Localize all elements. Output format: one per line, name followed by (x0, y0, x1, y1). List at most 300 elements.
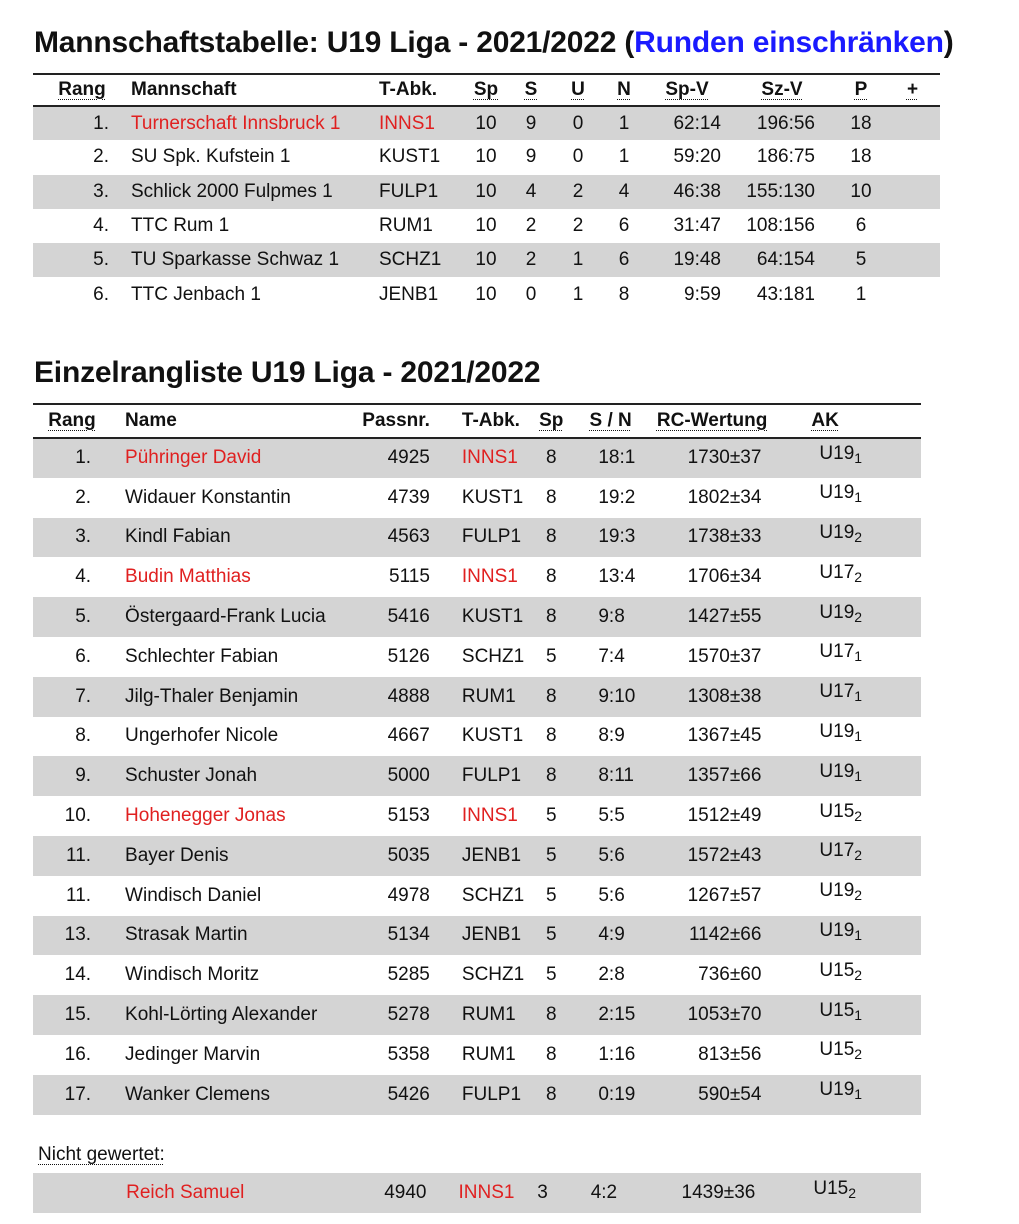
games-played: 5 (545, 844, 557, 866)
rc-rating: 1512±49 (687, 805, 762, 827)
points: 18 (850, 146, 872, 168)
team-abbreviation: JENB1 (379, 283, 439, 305)
header-sp-v[interactable]: Sp-V (665, 79, 709, 100)
age-class-label: U17 (819, 840, 855, 862)
age-class-subscript: 1 (854, 489, 863, 506)
rc-rating: 1572±43 (687, 844, 762, 866)
age-class (781, 1075, 921, 1115)
rank-cell: 4. (93, 215, 109, 237)
age-class (781, 518, 921, 558)
points: 6 (855, 215, 867, 237)
player-name-link[interactable]: Schlechter Fabian (125, 645, 279, 667)
player-row (33, 557, 921, 597)
set-ratio: 43:181 (756, 283, 815, 305)
team-title-suffix: ) (943, 26, 954, 59)
pass-number: 4888 (387, 685, 430, 707)
header-s-n[interactable]: S / N (589, 410, 632, 431)
player-row (33, 916, 921, 956)
single-ranking-title: Einzelrangliste U19 Liga - 2021/2022 (34, 356, 541, 389)
team-abbreviation: SCHZ1 (461, 645, 525, 667)
points: 10 (850, 180, 872, 202)
team-abbreviation: RUM1 (461, 1043, 516, 1065)
games-played: 8 (545, 1043, 557, 1065)
rank-cell: 6. (75, 645, 92, 667)
player-name-link[interactable]: Jilg-Thaler Benjamin (125, 685, 299, 707)
wins-losses: 19:2 (598, 486, 636, 508)
team-abbreviation: KUST1 (461, 725, 524, 747)
team-name-link[interactable]: Schlick 2000 Fulpmes 1 (131, 180, 333, 202)
games-played: 10 (475, 249, 497, 271)
team-name-link[interactable]: TTC Rum 1 (131, 215, 230, 237)
pass-number: 4978 (387, 884, 430, 906)
rc-rating: 1706±34 (687, 566, 762, 588)
limit-rounds-link[interactable]: Runden einschränken (634, 26, 944, 59)
games-played: 8 (545, 566, 557, 588)
plus-cell (885, 140, 940, 174)
player-row (33, 478, 921, 518)
header-u[interactable]: U (571, 79, 585, 100)
losses: 4 (618, 180, 630, 202)
team-name-link[interactable]: TU Sparkasse Schwaz 1 (131, 249, 340, 271)
game-ratio: 9:59 (684, 283, 721, 305)
age-class-subscript: 1 (854, 1006, 863, 1023)
age-class (781, 717, 921, 757)
header-p[interactable]: P (854, 79, 868, 100)
wins-losses: 4:2 (590, 1182, 618, 1203)
player-row (33, 995, 921, 1035)
draws: 1 (572, 283, 584, 305)
age-class-subscript: 1 (854, 1086, 863, 1103)
player-name-link[interactable]: Bayer Denis (125, 844, 229, 866)
pass-number: 5358 (387, 1043, 430, 1065)
player-row (33, 955, 921, 995)
team-row (33, 243, 940, 277)
team-row (33, 209, 940, 243)
team-abbreviation: KUST1 (461, 486, 524, 508)
wins: 4 (525, 180, 537, 202)
team-abbreviation: SCHZ1 (461, 884, 525, 906)
draws: 2 (572, 215, 584, 237)
age-class-label: U19 (819, 760, 855, 782)
player-name-link[interactable]: Reich Samuel (126, 1182, 245, 1203)
age-class-subscript: 2 (854, 568, 863, 585)
games-played: 5 (545, 805, 557, 827)
pass-number: 5153 (387, 805, 430, 827)
wins-losses: 8:11 (598, 765, 634, 787)
rc-rating: 1439±36 (681, 1182, 756, 1203)
team-abbreviation: INNS1 (461, 805, 518, 827)
single-table-header (33, 404, 921, 438)
wins: 9 (525, 112, 537, 134)
wins-losses: 9:8 (598, 606, 625, 628)
player-name-link[interactable]: Östergaard-Frank Lucia (125, 606, 326, 628)
rc-rating: 813±56 (698, 1043, 762, 1065)
player-name-link[interactable]: Strasak Martin (125, 924, 248, 946)
rank-cell: 3. (93, 180, 109, 202)
set-ratio: 186:75 (756, 146, 815, 168)
pass-number: 5426 (387, 1083, 430, 1105)
plus-cell (885, 277, 940, 311)
age-class-label: U19 (819, 1079, 855, 1101)
wins-losses: 1:16 (598, 1043, 636, 1065)
rc-rating: 1570±37 (687, 645, 762, 667)
player-name-link[interactable]: Windisch Daniel (125, 884, 262, 906)
game-ratio: 59:20 (673, 146, 721, 168)
pass-number: 5035 (387, 844, 430, 866)
losses: 1 (618, 112, 630, 134)
team-abbreviation: SCHZ1 (461, 964, 525, 986)
header-rang[interactable]: Rang (48, 410, 96, 431)
pass-number: 4563 (387, 526, 430, 548)
team-abbreviation: INNS1 (379, 112, 435, 134)
player-name-link[interactable]: Kindl Fabian (125, 526, 231, 548)
header-t-abk: T-Abk. (461, 410, 520, 431)
games-played: 8 (545, 765, 557, 787)
games-played: 10 (475, 112, 497, 134)
team-name-link[interactable]: SU Spk. Kufstein 1 (131, 146, 291, 168)
rank-cell: 11. (66, 844, 92, 866)
player-name-link[interactable]: Jedinger Marvin (125, 1043, 261, 1065)
wins: 0 (525, 283, 537, 305)
rc-rating: 1142±66 (688, 924, 762, 946)
header-s[interactable]: S (524, 79, 538, 100)
age-class (781, 955, 921, 995)
age-class-label: U17 (819, 681, 855, 703)
team-abbreviation: KUST1 (461, 606, 524, 628)
wins-losses: 5:6 (598, 844, 625, 866)
age-class-label: U15 (819, 959, 855, 981)
age-class (781, 756, 921, 796)
player-row (33, 677, 921, 717)
player-row (33, 597, 921, 637)
wins-losses: 8:9 (598, 725, 625, 747)
pass-number: 5278 (387, 1004, 430, 1026)
rc-rating: 1427±55 (687, 606, 762, 628)
age-class (781, 557, 921, 597)
pass-number: 4925 (387, 447, 430, 469)
age-class-label: U15 (813, 1177, 849, 1199)
rc-rating: 1730±37 (687, 447, 762, 469)
points: 18 (850, 112, 872, 134)
points: 1 (855, 283, 867, 305)
unrated-label: Nicht gewertet: (38, 1144, 165, 1165)
team-table-header (33, 74, 940, 106)
age-class-subscript: 2 (854, 1046, 863, 1063)
player-name-link[interactable]: Hohenegger Jonas (125, 805, 286, 827)
header-passnr: Passnr. (362, 410, 430, 431)
age-class (781, 796, 921, 836)
team-row (33, 277, 940, 311)
games-played: 10 (475, 180, 497, 202)
age-class-label: U19 (819, 880, 855, 902)
age-class-label: U19 (819, 521, 855, 543)
set-ratio: 64:154 (756, 249, 815, 271)
wins-losses: 5:5 (598, 805, 625, 827)
pass-number: 5285 (387, 964, 430, 986)
wins-losses: 2:15 (598, 1004, 636, 1026)
age-class-subscript: 1 (854, 449, 863, 466)
games-played: 5 (545, 884, 557, 906)
wins-losses: 7:4 (598, 645, 625, 667)
header-name: Name (125, 410, 177, 431)
age-class (781, 1035, 921, 1075)
unrated-table (33, 1173, 921, 1213)
age-class-subscript: 2 (854, 847, 863, 864)
plus-cell (885, 209, 940, 243)
games-played: 10 (475, 283, 497, 305)
team-abbreviation: FULP1 (461, 526, 522, 548)
header-n[interactable]: N (617, 79, 631, 100)
wins: 2 (525, 215, 537, 237)
wins-losses: 18:1 (598, 447, 636, 469)
team-abbreviation: JENB1 (461, 924, 522, 946)
header-sp[interactable]: Sp (473, 79, 499, 100)
losses: 8 (618, 283, 630, 305)
game-ratio: 31:47 (673, 215, 721, 237)
age-class (781, 836, 921, 876)
age-class (781, 876, 921, 916)
draws: 0 (572, 146, 584, 168)
team-abbreviation: RUM1 (461, 685, 516, 707)
games-played: 8 (545, 447, 557, 469)
player-name-link[interactable]: Pühringer David (125, 447, 262, 469)
rank-cell: 14. (64, 964, 92, 986)
rank-cell: 9. (75, 765, 92, 787)
age-class-label: U19 (819, 442, 855, 464)
age-class (781, 438, 921, 478)
age-class-subscript: 1 (854, 767, 863, 784)
player-row (33, 518, 921, 558)
draws: 2 (572, 180, 584, 202)
pass-number: 4667 (387, 725, 430, 747)
rc-rating: 1738±33 (687, 526, 762, 548)
games-played: 5 (545, 645, 557, 667)
pass-number: 5126 (387, 645, 430, 667)
header-plus[interactable]: + (906, 79, 919, 100)
rc-rating: 590±54 (698, 1083, 762, 1105)
draws: 1 (572, 249, 584, 271)
player-row (33, 438, 921, 478)
games-played: 8 (545, 1004, 557, 1026)
wins-losses: 2:8 (598, 964, 625, 986)
pass-number: 5115 (389, 566, 430, 588)
rank-cell: 13. (64, 924, 92, 946)
wins-losses: 5:6 (598, 884, 625, 906)
wins-losses: 0:19 (598, 1083, 636, 1105)
rc-rating: 1053±70 (687, 1004, 762, 1026)
team-row (33, 140, 940, 174)
set-ratio: 108:156 (746, 215, 815, 237)
team-table-title (34, 26, 954, 60)
player-name-link[interactable]: Schuster Jonah (125, 765, 258, 787)
games-played: 8 (545, 526, 557, 548)
set-ratio: 196:56 (756, 112, 815, 134)
losses: 1 (618, 146, 630, 168)
team-row (33, 106, 940, 140)
player-name-link[interactable]: Wanker Clemens (125, 1083, 271, 1105)
age-class-subscript: 2 (854, 807, 863, 824)
rank-cell: 5. (75, 606, 92, 628)
age-class-subscript: 2 (854, 608, 863, 625)
games-played: 8 (545, 606, 557, 628)
player-name-link[interactable]: Widauer Konstantin (125, 486, 291, 508)
losses: 6 (618, 215, 630, 237)
wins: 9 (525, 146, 537, 168)
age-class (781, 995, 921, 1035)
rc-rating: 736±60 (698, 964, 762, 986)
player-row (33, 876, 921, 916)
player-row (33, 836, 921, 876)
team-abbreviation: JENB1 (461, 844, 522, 866)
age-class-subscript: 1 (854, 688, 863, 705)
pass-number: 4739 (387, 486, 430, 508)
games-played: 5 (545, 964, 557, 986)
game-ratio: 46:38 (673, 180, 721, 202)
plus-cell (885, 243, 940, 277)
team-row (33, 175, 940, 209)
age-class (781, 916, 921, 956)
age-class (775, 1173, 921, 1213)
team-abbreviation: INNS1 (461, 566, 518, 588)
games-played: 8 (545, 1083, 557, 1105)
age-class-label: U15 (819, 999, 855, 1021)
age-class-subscript: 1 (854, 727, 863, 744)
age-class-subscript: 1 (854, 926, 863, 943)
rank-cell: 8. (75, 725, 92, 747)
age-class-label: U15 (819, 800, 855, 822)
team-title-prefix: Mannschaftstabelle: U19 Liga - 2021/2022 ( (34, 26, 635, 59)
games-played: 10 (475, 146, 497, 168)
team-abbreviation: RUM1 (461, 1004, 516, 1026)
header-t-abk: T-Abk. (379, 79, 438, 100)
age-class-subscript: 2 (854, 528, 863, 545)
rank-cell: 16. (64, 1043, 92, 1065)
team-abbreviation: KUST1 (379, 146, 441, 168)
age-class-label: U17 (819, 641, 855, 663)
age-class-subscript: 2 (854, 966, 863, 983)
player-name-link[interactable]: Budin Matthias (125, 566, 251, 588)
age-class-subscript: 1 (854, 648, 863, 665)
rc-rating: 1308±38 (687, 685, 762, 707)
team-abbreviation: SCHZ1 (379, 249, 442, 271)
pass-number: 5416 (387, 606, 430, 628)
rc-rating: 1267±57 (687, 884, 762, 906)
games-played: 10 (475, 215, 497, 237)
player-row (33, 717, 921, 757)
age-class-label: U15 (819, 1039, 855, 1061)
player-row (33, 796, 921, 836)
age-class (781, 677, 921, 717)
age-class-subscript: 2 (854, 887, 863, 904)
rank-cell: 10. (64, 805, 92, 827)
player-name-link[interactable]: Kohl-Lörting Alexander (125, 1004, 318, 1026)
games-played: 8 (545, 685, 557, 707)
rank-cell: 5. (93, 249, 109, 271)
team-abbreviation: FULP1 (461, 1083, 522, 1105)
rank-cell: 1. (93, 112, 109, 134)
points: 5 (855, 249, 867, 271)
rank-cell: 7. (75, 685, 92, 707)
age-class-label: U19 (819, 919, 855, 941)
rc-rating: 1367±45 (687, 725, 762, 747)
rank-cell: 2. (75, 486, 92, 508)
age-class (781, 637, 921, 677)
pass-number: 4940 (384, 1182, 427, 1203)
player-name-link[interactable]: Ungerhofer Nicole (125, 725, 279, 747)
team-name-link[interactable]: TTC Jenbach 1 (131, 283, 261, 305)
pass-number: 5000 (387, 765, 430, 787)
age-class (781, 478, 921, 518)
team-abbreviation: INNS1 (461, 447, 518, 469)
games-played: 8 (545, 486, 557, 508)
games-played: 3 (537, 1182, 548, 1203)
header-mannschaft: Mannschaft (131, 79, 237, 100)
player-row (33, 756, 921, 796)
rank-cell: 3. (75, 526, 92, 548)
games-played: 8 (545, 725, 557, 747)
rank-cell: 2. (93, 146, 109, 168)
player-row (33, 1075, 921, 1115)
team-abbreviation: INNS1 (458, 1182, 515, 1203)
header-ak[interactable]: AK (811, 410, 839, 431)
player-row (33, 637, 921, 677)
wins-losses: 4:9 (598, 924, 625, 946)
rc-rating: 1357±66 (687, 765, 762, 787)
game-ratio: 62:14 (673, 112, 721, 134)
games-played: 5 (545, 924, 557, 946)
game-ratio: 19:48 (673, 249, 721, 271)
wins-losses: 9:10 (598, 685, 636, 707)
single-ranking-table (33, 403, 921, 1115)
rank-cell: 11. (66, 884, 92, 906)
player-name-link[interactable]: Windisch Moritz (125, 964, 260, 986)
header-rang[interactable]: Rang (58, 79, 106, 100)
rank-cell: 17. (64, 1083, 92, 1105)
age-class-label: U19 (819, 720, 855, 742)
losses: 6 (618, 249, 630, 271)
wins: 2 (525, 249, 537, 271)
age-class-label: U19 (819, 482, 855, 504)
header-rc-wertung[interactable]: RC-Wertung (656, 410, 768, 431)
draws: 0 (572, 112, 584, 134)
age-class-label: U17 (819, 561, 855, 583)
pass-number: 5134 (387, 924, 430, 946)
rc-rating: 1802±34 (687, 486, 762, 508)
header-sz-v[interactable]: Sz-V (761, 79, 803, 100)
age-class (781, 597, 921, 637)
rank-cell: 4. (75, 566, 92, 588)
rank-cell: 6. (93, 283, 109, 305)
rank-cell: 15. (64, 1004, 92, 1026)
player-row (33, 1173, 921, 1213)
rank-cell: 1. (75, 447, 92, 469)
team-name-link[interactable]: Turnerschaft Innsbruck 1 (131, 112, 341, 134)
rank-cell (33, 1173, 112, 1213)
plus-cell (885, 175, 940, 209)
age-class-subscript: 2 (848, 1184, 856, 1201)
set-ratio: 155:130 (746, 180, 815, 202)
team-table (33, 73, 940, 312)
wins-losses: 13:4 (598, 566, 636, 588)
team-abbreviation: FULP1 (461, 765, 522, 787)
team-abbreviation: RUM1 (379, 215, 433, 237)
player-row (33, 1035, 921, 1075)
wins-losses: 19:3 (598, 526, 636, 548)
header-sp[interactable]: Sp (539, 410, 564, 431)
age-class-label: U19 (819, 601, 855, 623)
team-abbreviation: FULP1 (379, 180, 439, 202)
plus-cell (885, 106, 940, 140)
